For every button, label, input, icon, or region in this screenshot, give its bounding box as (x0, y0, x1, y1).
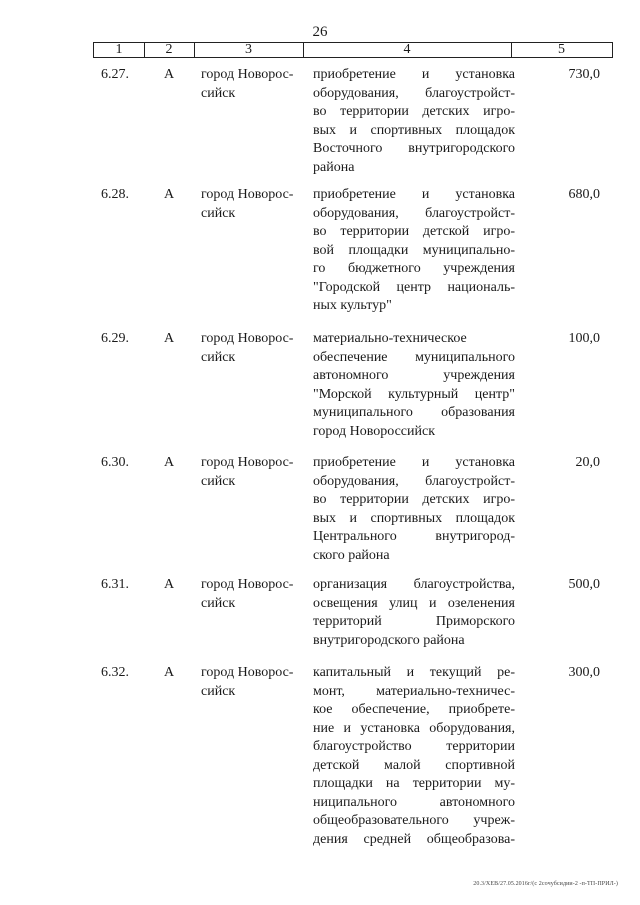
description-line: детской малой спортивной (313, 757, 515, 773)
description-line: монт, материально-техничес- (313, 683, 515, 699)
description-line: во территории детских игро- (313, 104, 515, 119)
page-number: 26 (312, 24, 328, 40)
municipality-line: сийск (201, 473, 236, 489)
description-line: обеспечение муниципального (313, 349, 515, 365)
municipality-line: сийск (201, 683, 236, 699)
description-line: ние и установка оборудования, (313, 720, 515, 736)
row-amount: 500,0 (568, 577, 600, 592)
description-line: Центрального внутригород- (313, 529, 515, 544)
column-header-4: 4 (303, 43, 512, 57)
description-line: капитальный и текущий ре- (313, 665, 515, 680)
description-line: оборудования, благоустройст- (313, 473, 515, 489)
row-description (313, 66, 515, 177)
row-category: А (164, 331, 175, 346)
description-line: "Городской центр националь- (313, 279, 515, 295)
row-municipality (201, 454, 305, 491)
description-line: город Новороссийск (313, 423, 436, 439)
description-line: во территории детской игро- (313, 224, 515, 239)
row-number: 6.27. (101, 67, 129, 82)
row-description (313, 576, 515, 650)
municipality-line: город Новорос- (201, 187, 294, 202)
description-line: освещения улиц и озеленения (313, 595, 515, 611)
description-line: общеобразовательного учреж- (313, 813, 515, 828)
municipality-line: город Новорос- (201, 331, 294, 346)
description-line: ского района (313, 547, 390, 563)
row-amount: 300,0 (568, 665, 600, 680)
description-line: кое обеспечение, приобрете- (313, 702, 515, 717)
row-description (313, 664, 515, 849)
municipality-line: сийск (201, 85, 236, 101)
footer-document-code: 20.3/ХЕВ/27.05.2016г/(с 2сочубсидии-2 -п-ТП-ПРИЛ-) (473, 881, 618, 887)
row-number: 6.31. (101, 577, 129, 592)
municipality-line: город Новорос- (201, 577, 294, 592)
row-municipality (201, 330, 305, 367)
description-line: вой площадки муниципально- (313, 242, 515, 258)
table-header-row (93, 42, 613, 58)
description-line: организация благоустройства, (313, 577, 515, 592)
description-line: оборудования, благоустройст- (313, 205, 515, 221)
description-line: дения средней общеобразова- (313, 831, 515, 847)
row-number: 6.28. (101, 187, 129, 202)
row-category: А (164, 665, 175, 680)
municipality-line: сийск (201, 349, 236, 365)
description-line: го бюджетного учреждения (313, 261, 515, 276)
row-category: А (164, 577, 175, 592)
description-line: приобретение и установка (313, 187, 515, 202)
row-category: А (164, 455, 175, 470)
row-number: 6.30. (101, 455, 129, 470)
row-description (313, 454, 515, 565)
row-description (313, 186, 515, 316)
row-municipality (201, 576, 305, 613)
description-line: ных культур" (313, 298, 392, 313)
municipality-line: сийск (201, 205, 236, 221)
row-amount: 730,0 (568, 67, 600, 82)
column-header-5: 5 (558, 42, 565, 57)
row-number: 6.29. (101, 331, 129, 346)
description-line: территорий Приморского (313, 614, 515, 629)
municipality-line: город Новорос- (201, 67, 294, 82)
description-line: во территории детских игро- (313, 492, 515, 507)
row-description (313, 330, 515, 441)
description-line: приобретение и установка (313, 67, 515, 82)
column-header-2: 2 (144, 43, 195, 57)
description-line: приобретение и установка (313, 455, 515, 470)
description-line: вых и спортивных площадок (313, 510, 515, 526)
column-header-1: 1 (94, 43, 145, 57)
description-line: "Морской культурный центр" (313, 386, 515, 402)
row-municipality (201, 664, 305, 701)
row-municipality (201, 186, 305, 223)
description-line: площадки на территории му- (313, 776, 515, 791)
description-line: Восточного внутригородского (313, 141, 515, 156)
row-amount: 100,0 (568, 331, 600, 346)
column-header-3: 3 (194, 43, 304, 57)
description-line: оборудования, благоустройст- (313, 85, 515, 101)
description-line: внутригородского района (313, 632, 465, 648)
description-line: автономного учреждения (313, 368, 515, 383)
municipality-line: город Новорос- (201, 455, 294, 470)
row-category: А (164, 187, 175, 202)
description-line: материально-техническое (313, 331, 467, 346)
municipality-line: сийск (201, 595, 236, 611)
description-line: района (313, 159, 355, 175)
row-number: 6.32. (101, 665, 129, 680)
row-municipality (201, 66, 305, 103)
description-line: благоустройство территории (313, 739, 515, 754)
description-line: вых и спортивных площадок (313, 122, 515, 138)
description-line: муниципального образования (313, 405, 515, 420)
description-line: ниципального автономного (313, 794, 515, 810)
row-amount: 680,0 (568, 187, 600, 202)
municipality-line: город Новорос- (201, 665, 294, 680)
row-category: А (164, 67, 175, 82)
row-amount: 20,0 (575, 455, 600, 470)
